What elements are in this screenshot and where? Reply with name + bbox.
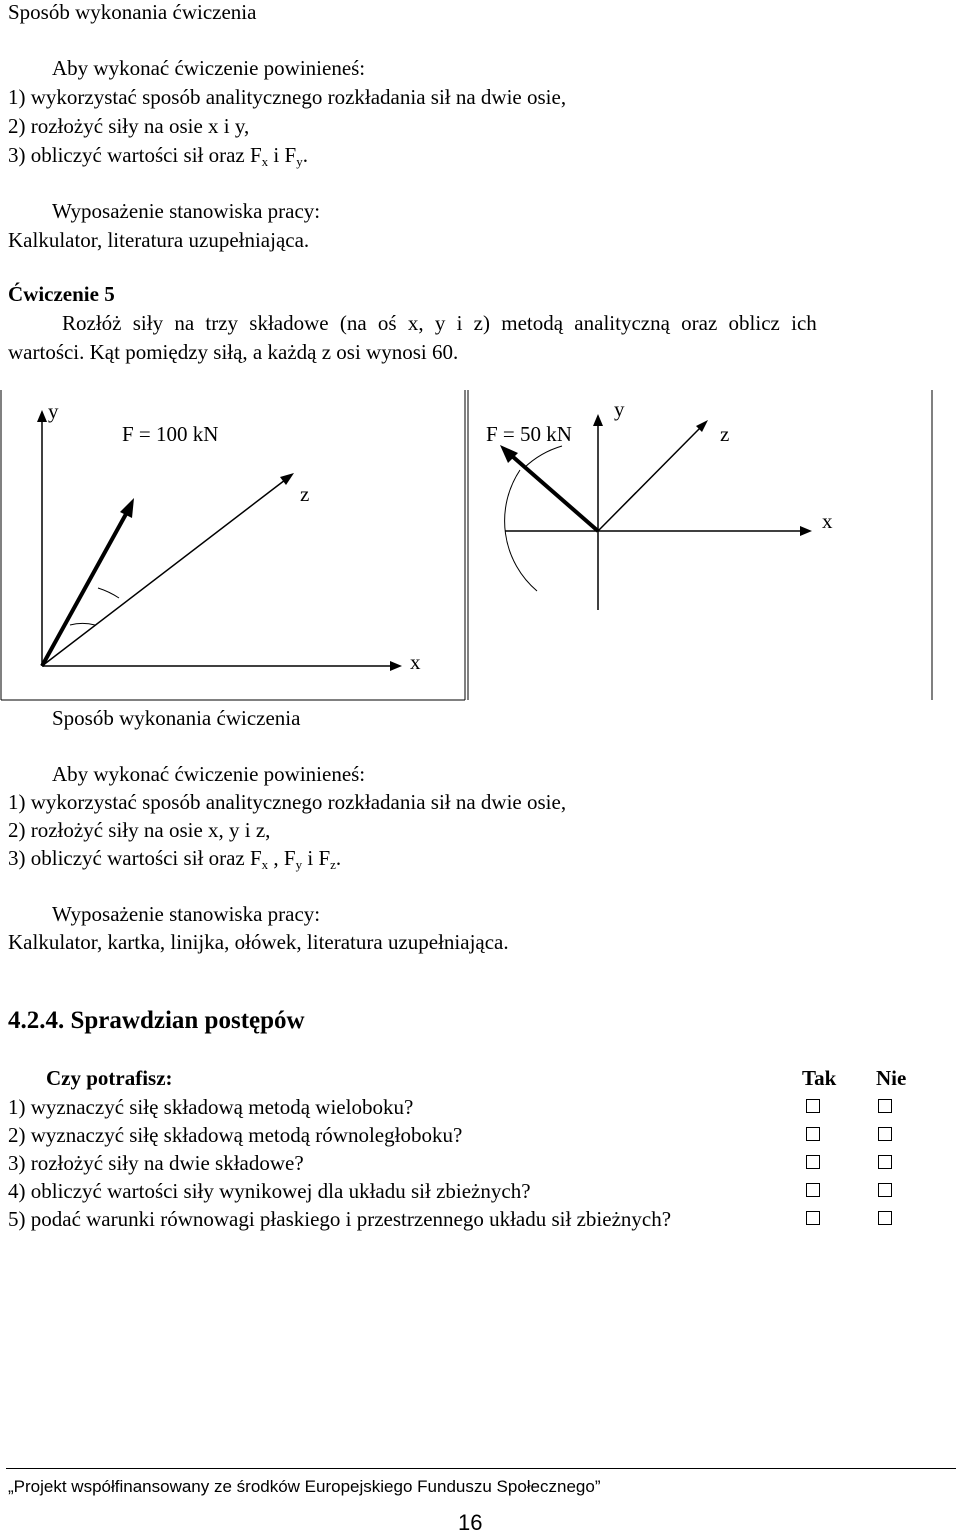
right-z-axis: [598, 428, 700, 531]
right-force-panel: [468, 390, 932, 700]
section2-intro: Aby wykonać ćwiczenie powinieneś:: [52, 762, 366, 786]
section2-step-1: 1) wykorzystać sposób analitycznego rozkładania sił na dwie osie,: [8, 790, 567, 814]
checkbox-yes-4[interactable]: [806, 1183, 820, 1197]
progress-item-3: 3) rozłożyć siły na dwie składowe?: [8, 1151, 304, 1175]
progress-column-yes: Tak: [802, 1066, 837, 1090]
page-number: 16: [458, 1510, 483, 1535]
footer-text: „Projekt współfinansowany ze środków Europejskiego Funduszu Społecznego”: [8, 1477, 601, 1496]
checkbox-no-4[interactable]: [878, 1183, 892, 1197]
right-force-label: F = 50 kN: [486, 422, 572, 446]
right-axis-y-label: y: [614, 397, 625, 421]
right-axis-x-label: x: [822, 509, 833, 533]
section2-step-2: 2) rozłożyć siły na osie x, y i z,: [8, 818, 271, 842]
section1-step-2: 2) rozłożyć siły na osie x i y,: [8, 114, 250, 138]
checkbox-yes-1[interactable]: [806, 1099, 820, 1113]
left-force-vector: [42, 514, 126, 666]
progress-item-2: 2) wyznaczyć siłę składową metodą równoległoboku?: [8, 1123, 463, 1147]
section2-heading: Sposób wykonania ćwiczenia: [52, 706, 301, 730]
section1-equipment-items: Kalkulator, literatura uzupełniająca.: [8, 228, 310, 252]
section1-heading: Sposób wykonania ćwiczenia: [8, 0, 257, 24]
footer-divider: [6, 1468, 956, 1469]
right-axis-z-label: z: [720, 422, 730, 446]
left-force-arrowhead: [120, 498, 134, 518]
force-diagram: [0, 388, 960, 706]
section1-equipment-label: Wyposażenie stanowiska pracy:: [52, 199, 321, 223]
exercise5-text-line1: Rozłóż siły na trzy składowe (na oś x, y i z) metodą analityczną oraz oblicz ich: [62, 311, 817, 335]
checkbox-yes-3[interactable]: [806, 1155, 820, 1169]
checkbox-no-1[interactable]: [878, 1099, 892, 1113]
left-angle-arc-1: [98, 588, 119, 598]
progress-item-5: 5) podać warunki równowagi płaskiego i przestrzennego układu sił zbieżnych?: [8, 1207, 672, 1231]
progress-item-1: 1) wyznaczyć siłę składową metodą wieloboku?: [8, 1095, 414, 1119]
section1-step-1: 1) wykorzystać sposób analitycznego rozkładania sił na dwie osie,: [8, 85, 567, 109]
left-x-axis-arrowhead: [390, 661, 402, 671]
checkbox-no-5[interactable]: [878, 1211, 892, 1225]
exercise5-text-line2: wartości. Kąt pomiędzy siłą, a każdą z osi wynosi 60.: [8, 340, 459, 364]
left-axis-z-label: z: [300, 482, 310, 506]
progress-question-header: Czy potrafisz:: [46, 1066, 173, 1090]
right-x-axis-arrowhead: [800, 526, 812, 536]
section2-step-3: 3) obliczyć wartości sił oraz Fx , Fy i Fz.: [8, 846, 342, 872]
progress-column-no: Nie: [876, 1066, 907, 1090]
checkbox-yes-2[interactable]: [806, 1127, 820, 1141]
right-y-axis-arrowhead: [593, 414, 603, 426]
progress-item-4: 4) obliczyć wartości siły wynikowej dla układu sił zbieżnych?: [8, 1179, 531, 1203]
section2-equipment-label: Wyposażenie stanowiska pracy:: [52, 902, 321, 926]
left-z-axis-arrowhead: [280, 473, 294, 485]
progress-title: 4.2.4. Sprawdzian postępów: [8, 1007, 305, 1034]
right-angle-arc-2: [524, 446, 562, 468]
checkbox-no-2[interactable]: [878, 1127, 892, 1141]
checkbox-no-3[interactable]: [878, 1155, 892, 1169]
left-axis-y-label: y: [48, 399, 59, 423]
left-y-axis-arrowhead: [37, 410, 47, 422]
section2-equipment-items: Kalkulator, kartka, linijka, ołówek, literatura uzupełniająca.: [8, 930, 509, 954]
left-force-label: F = 100 kN: [122, 422, 219, 446]
left-angle-arc-2: [70, 623, 95, 625]
left-z-axis: [42, 480, 285, 666]
section1-step-3: 3) obliczyć wartości sił oraz Fx i Fy.: [8, 143, 308, 169]
left-axis-x-label: x: [410, 650, 421, 674]
left-force-panel: [1, 390, 465, 700]
checkbox-yes-5[interactable]: [806, 1211, 820, 1225]
section1-intro: Aby wykonać ćwiczenie powinieneś:: [52, 56, 366, 80]
exercise5-title: Ćwiczenie 5: [8, 282, 115, 306]
